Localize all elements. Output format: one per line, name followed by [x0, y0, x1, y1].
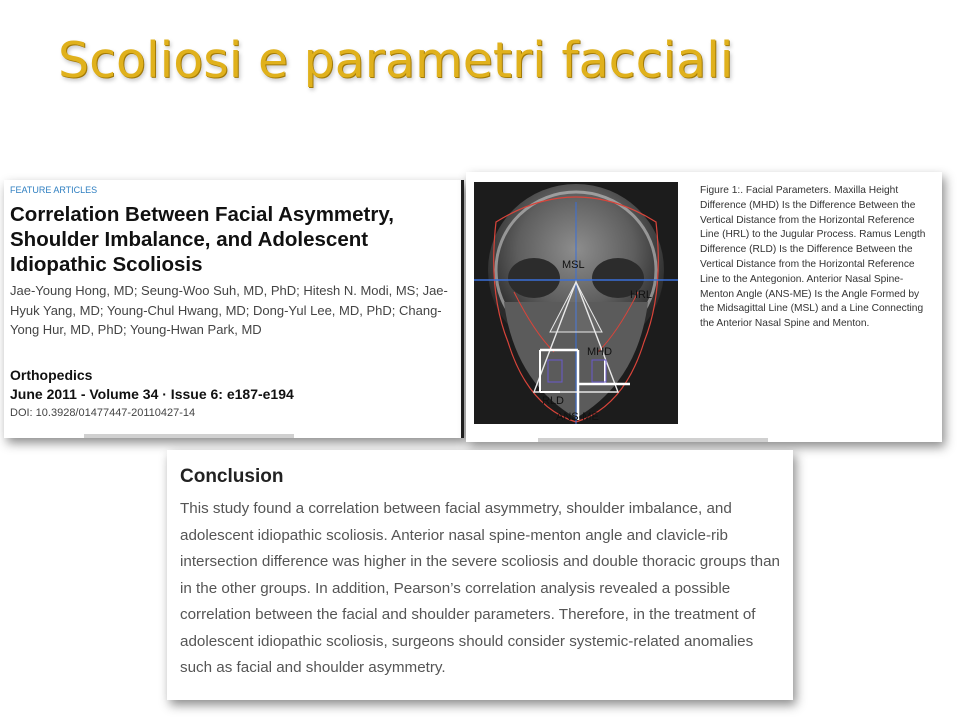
- conclusion-heading: Conclusion: [180, 466, 284, 487]
- doi: DOI: 10.3928/01477447-20110427-14: [10, 407, 196, 419]
- article-title: Correlation Between Facial Asymmetry, Shoulder Imbalance, and Adolescent Idiopathic Scoliosis: [10, 203, 394, 276]
- skull-xray-image: [474, 182, 678, 424]
- article-authors: Jae-Young Hong, MD; Seung-Woo Suh, MD, PhD; Hitesh N. Modi, MS; Jae-Hyuk Yang, MD; Young-Chul Hwang, MD; Dong-Yul Lee, MD, PhD; Chang-Yong Hur, MD, PhD; Young-Hwan Park, MD: [10, 283, 448, 337]
- article-header-card: [4, 180, 464, 438]
- conclusion-card: [167, 450, 793, 700]
- section-label[interactable]: FEATURE ARTICLES: [10, 185, 98, 195]
- ans-me-label: ANS-ME: [556, 411, 599, 423]
- conclusion-text: This study found a correlation between facial asymmetry, shoulder imbalance, and adolescent idiopathic scoliosis. Anterior nasal spine-menton angle and clavicle-rib intersection difference was higher in the severe scoliosis and double thoracic groups than in the other groups. In addition, Pearson’s correlation analysis revealed a possible correlation between the facial and shoulder parameters. Therefore, in the treatment of adolescent idiopathic scoliosis, surgeons should consider systemic-related anomalies such as facial and shoulder asymmetry.: [180, 500, 780, 676]
- horizontal-scrollbar[interactable]: [84, 434, 294, 438]
- journal-issue: June 2011 - Volume 34 · Issue 6: e187-e194: [10, 386, 294, 402]
- journal-name: Orthopedics: [10, 367, 93, 383]
- slide-title: Scoliosi e parametri facciali: [58, 32, 734, 89]
- hrl-label: HRL: [630, 289, 653, 301]
- mhd-label: MHD: [587, 346, 613, 358]
- figure-card: [466, 172, 942, 442]
- rld-label: RLD: [542, 395, 565, 407]
- figure-caption: Figure 1:. Facial Parameters. Maxilla Height Difference (MHD) Is the Difference Between the Vertical Distance from the Horizontal Reference Line (HRL) to the Jugular Process. Ramus Length Difference (RLD) Is the Difference Between the Vertical Distance from the Horizontal Reference Line to the Antegonion. Anterior Nasal Spine-Menton Angle (ANS-ME) Is the Angle Formed by the Midsagittal Line (MSL) and a Line Connecting the Anterior Nasal Spine and Menton.: [700, 185, 926, 330]
- msl-label: MSL: [562, 259, 585, 271]
- horizontal-scrollbar[interactable]: [538, 438, 768, 442]
